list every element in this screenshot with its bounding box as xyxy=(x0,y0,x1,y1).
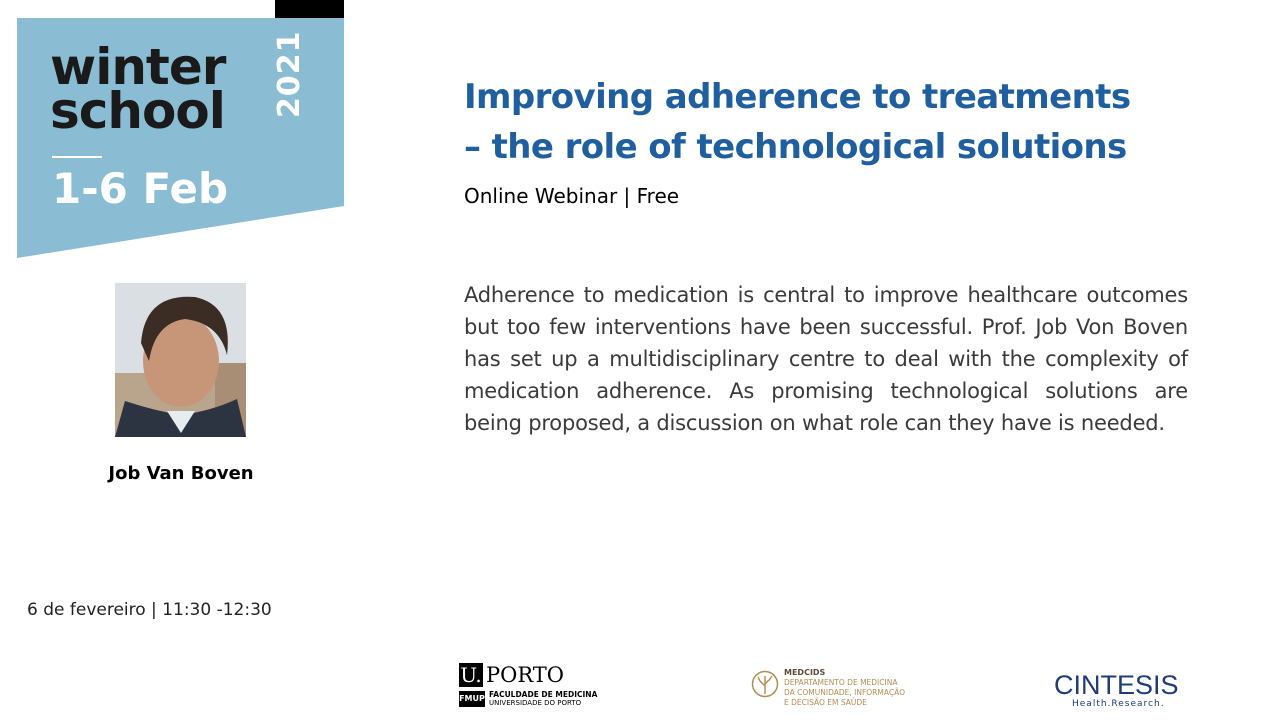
cintesis-tagline: Health.Research. xyxy=(1072,699,1165,709)
uporto-university-text: UNIVERSIDADE DO PORTO xyxy=(489,699,582,707)
title-line-1: Improving adherence to treatments xyxy=(464,77,1131,117)
speaker-photo xyxy=(115,283,246,437)
medcids-name: MEDCIDS xyxy=(784,668,826,677)
banner-dates-text: 1-6 Feb xyxy=(52,164,229,213)
uporto-u-mark: U. xyxy=(460,663,482,687)
winter-school-banner xyxy=(0,0,360,270)
medcids-logo xyxy=(751,668,931,712)
medcids-subtitle-2: DA COMUNIDADE, INFORMAÇÃO xyxy=(784,688,905,697)
banner-divider xyxy=(52,156,102,158)
banner-year-text: 2021 xyxy=(272,30,307,118)
cintesis-logo xyxy=(1054,670,1184,714)
banner-winter-text: winter xyxy=(50,38,226,96)
cintesis-name: CINTESIS xyxy=(1054,670,1179,700)
webinar-title xyxy=(464,72,1254,172)
uporto-faculty-text: FACULDADE DE MEDICINA xyxy=(489,690,598,699)
medcids-subtitle-3: E DECISÃO EM SAÚDE xyxy=(784,698,867,707)
speaker-portrait-image xyxy=(115,283,246,437)
title-line-2: – the role of technological solutions xyxy=(464,127,1127,167)
medcids-subtitle-1: DEPARTAMENTO DE MEDICINA xyxy=(784,678,898,687)
fmup-mark: FMUP xyxy=(459,691,485,707)
event-date-time: 6 de fevereiro | 11:30 -12:30 xyxy=(27,600,272,620)
medcids-tree-icon xyxy=(751,670,779,698)
speaker-name: Job Van Boven xyxy=(108,463,254,484)
banner-school-text: school xyxy=(50,82,225,140)
webinar-subtitle: Online Webinar | Free xyxy=(464,184,680,208)
webinar-description: Adherence to medication is central to improve healthcare outcomes but too few interventions have been successful. Prof. Job Von Boven has set up a multidisciplinary centre to deal with the complexity of medication adherence. As promising technological solutions are being proposed, a discussion on what role can they have is needed. xyxy=(464,283,1188,435)
uporto-fmup-logo xyxy=(459,663,598,711)
uporto-porto-text: PORTO xyxy=(486,663,565,687)
